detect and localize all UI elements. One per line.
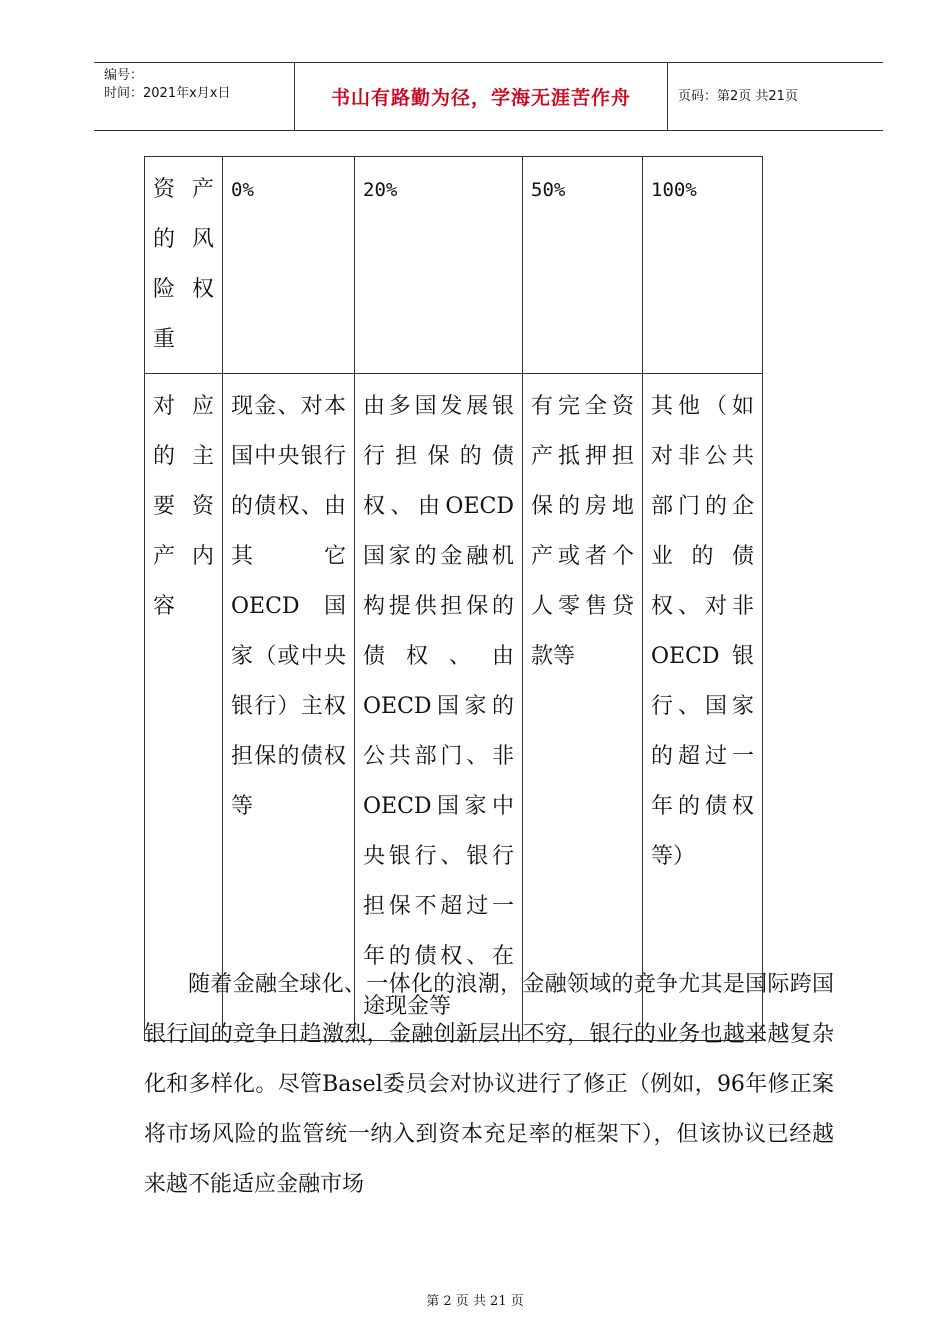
asset-content-20: 由多国发展银行担保的债权、由OECD国家的金融机构提供担保的债权、由OECD国家的公共部门、非OECD国家中央银行、银行担保不超过一年的债权、在途现金等 [355,374,523,1041]
asset-content-0: 现金、对本国中央银行的债权、由其它 OECD 国家（或中央银行）主权担保的债权等 [223,374,355,1041]
header-page-info: 页码：第2页 共21页 [678,89,798,104]
header-page-cell [668,63,883,130]
table-row [145,374,763,1041]
document-time-label: 时间：2021年x月x日 [104,86,231,101]
document-number-label: 编号： [104,68,144,83]
row-label-risk-weight: 资产的风险权重 [145,157,223,374]
risk-weight-table [144,156,763,1041]
table-row [145,157,763,374]
asset-content-50: 有完全资产抵押担保的房地产或者个人零售贷款等 [523,374,643,1041]
body-paragraph: 随着金融全球化、一体化的浪潮，金融领域的竞争尤其是国际跨国银行间的竞争日趋激烈，金融创新层出不穷，银行的业务也越来越复杂化和多样化。尽管Basel委员会对协议进行了修正（例如，96年修正案将市场风险的监管统一纳入到资本充足率的框架下），但该协议已经越来越不能适应金融市场 [144,972,834,1197]
weight-100: 100% [643,157,763,374]
asset-content-100: 其他（如对非公共部门的企业的债权、对非 OECD 银行、国家的超过一年的债权等） [643,374,763,1041]
weight-0: 0% [223,157,355,374]
page-header [94,62,883,131]
weight-50: 50% [523,157,643,374]
header-meta-cell [94,63,295,130]
page-footer: 第 2 页 共 21 页 [426,1294,524,1309]
row-label-asset-content: 对应的主要资产内容 [145,374,223,1041]
weight-20: 20% [355,157,523,374]
header-motto: 书山有路勤为径，学海无涯苦作舟 [330,87,631,109]
header-motto-cell [295,63,668,130]
